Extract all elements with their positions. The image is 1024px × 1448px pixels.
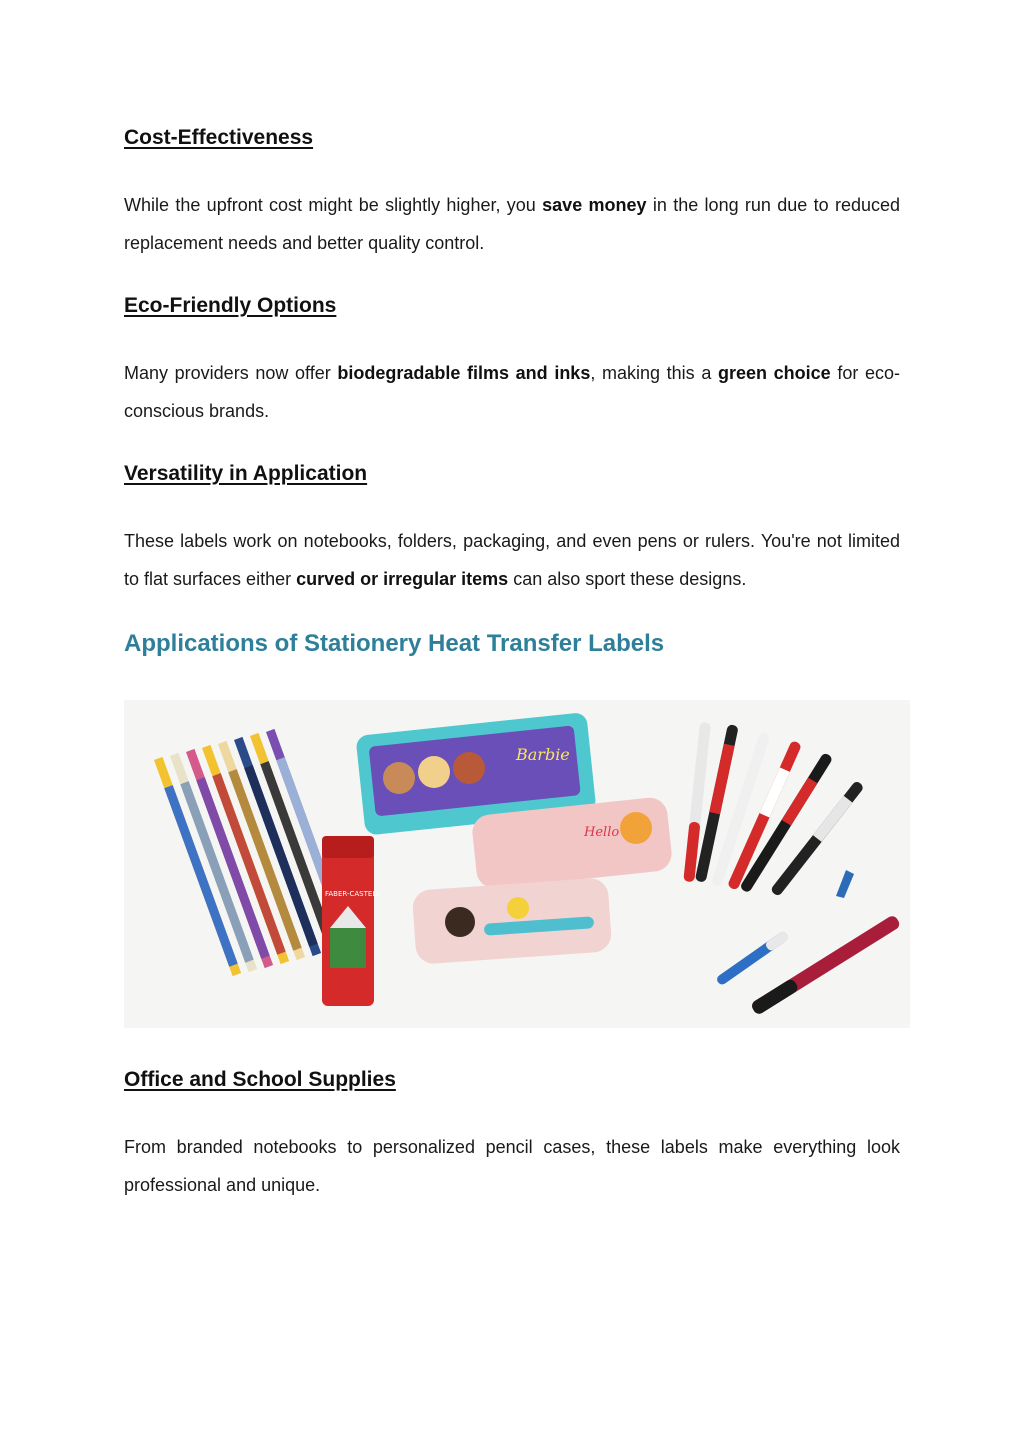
- hello-label: Hello: [584, 825, 620, 840]
- faber-castell-crayon-tube: [322, 836, 380, 1006]
- stationery-products-image: [124, 700, 910, 1028]
- paragraph-cost-effectiveness: While the upfront cost might be slightly higher, you save money in the long run due to reduced replacement needs and better quality control.: [124, 195, 901, 253]
- heading-versatility: Versatility in Application: [124, 462, 368, 485]
- heading-office-school: Office and School Supplies: [124, 1068, 396, 1091]
- paragraph-office-school: From branded notebooks to personalized pencil cases, these labels make everything look professional and unique.: [124, 1137, 900, 1195]
- barbie-logo: Barbie: [516, 745, 570, 764]
- paragraph-versatility: These labels work on notebooks, folders, packaging, and even pens or rulers. You're not limited to flat surfaces either curved or irregular items can also sport these designs.: [124, 531, 900, 589]
- heading-applications: Applications of Stationery Heat Transfer Labels: [124, 630, 665, 657]
- paragraph-eco-friendly: Many providers now offer biodegradable films and inks, making this a green choice for eco-conscious brands.: [124, 363, 900, 421]
- heading-eco-friendly: Eco-Friendly Options: [124, 294, 337, 317]
- heading-cost-effectiveness: Cost-Effectiveness: [124, 126, 314, 149]
- faber-castell-label: FABER-CASTELL: [325, 890, 381, 898]
